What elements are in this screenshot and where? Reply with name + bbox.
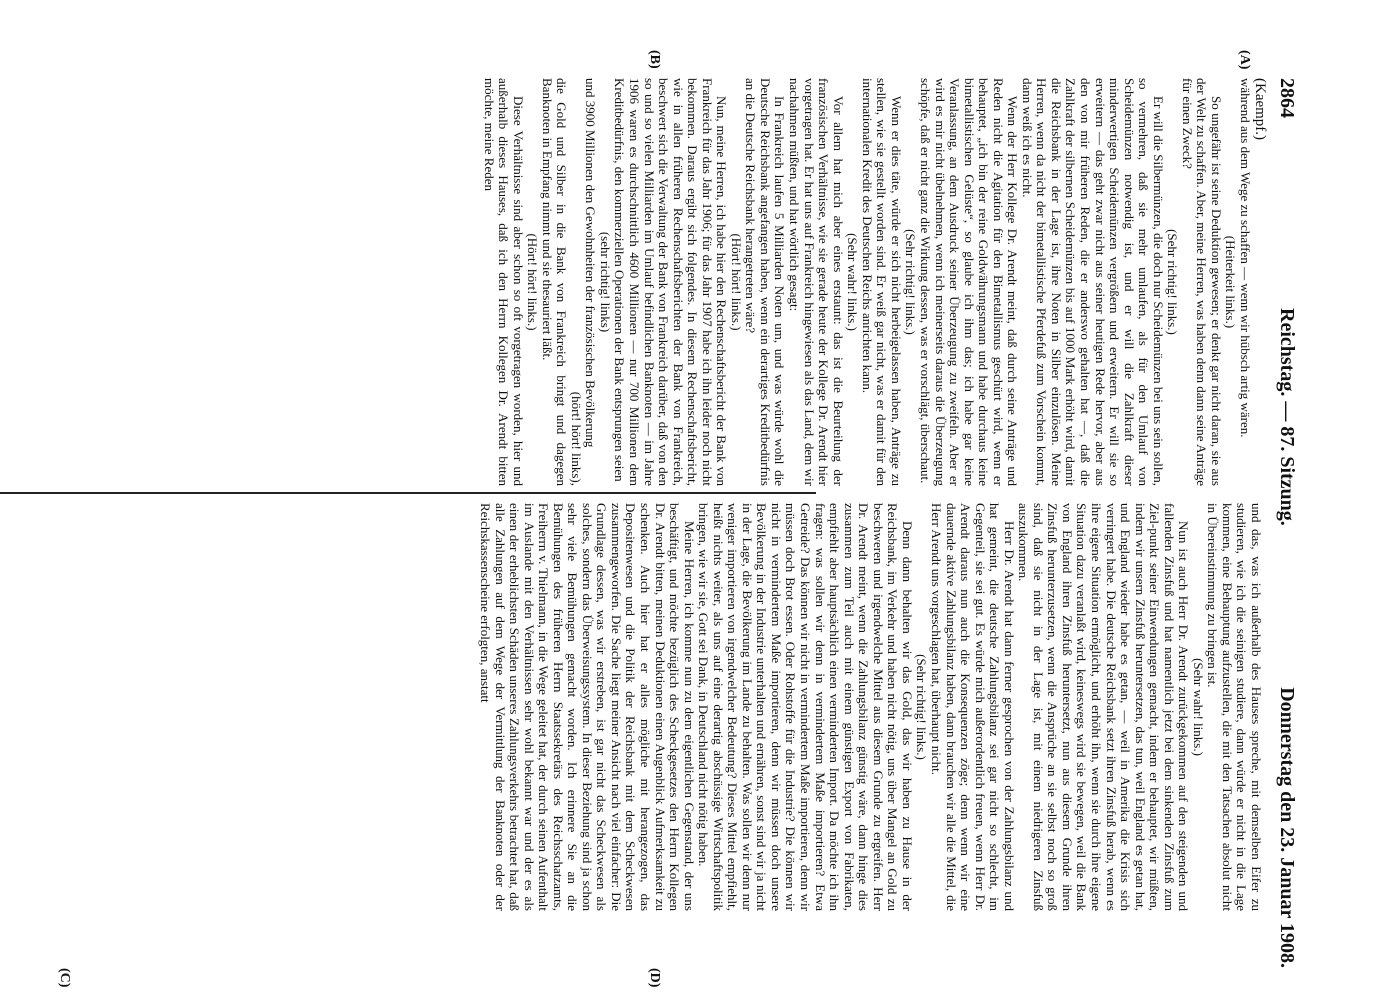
interjection: (Sehr richtig! links.) <box>914 654 930 760</box>
page-header <box>1268 78 1298 968</box>
margin-marker-d: (D) <box>647 968 662 988</box>
paragraph: Er will die Silbermünzen, die doch nur Scheidemünzen bei uns sein sollen, so vermehren, daß sie mehr umlaufen, als für den Umlauf von Scheidemünzen notwendig ist, und er will die Zahlkraft dieser minderwertigen Scheidemünzen vergrößern und erweitern. Er will sie so erweitern — das geht zwar nicht aus seiner heutigen Rede hervor, aber aus den von mir früheren Reden, die er anderswo gehalten hat —, daß die Zahlkraft der silbernen Scheidemünzen bis auf 1000 Mark erhöht wird, damit die Reichsbank in der Lage ist, ihre Noten in Silber einzulösen. Meine Herren, wenn da nicht der bimetallistische Pferdefuß zum Vorschein kommt, dann weiß ich es nicht. <box>1019 78 1166 486</box>
margin-marker-c: (C) <box>57 968 72 988</box>
paragraph: und das, was ich außerhalb des Hauses spreche, mit demselben Eifer zu studieren, wie ich die seinigen studiere, dann würde er nicht in die Lage kommen, eine Behauptung aufzustellen, die mit den Tatsachen absolut nicht in Übereinstimmung zu bringen ist. <box>1205 503 1264 911</box>
paragraph: die Gold und Silber in die Bank von Frankreich bringt und dagegen Banknoten in Empfang nimmt und sie thesauriert läßt. <box>539 78 570 486</box>
paragraph: Vor allem hat mich aber eines erstaunt: das ist die Beurteilung der französischen Verhältnisse, wie sie gerade heute der Kollege Dr. Arendt hier vorgetragen hat. Er hat uns auf Frankreich hingewiesen als das Land, dem wir nachahmen müßten, und hat wörtlich gesagt: <box>787 78 846 486</box>
paragraph: während aus dem Wege zu schaffen — wenn wir hübsch artig wären. <box>1238 78 1253 438</box>
paragraph: Wenn der Herr Kollege Dr. Arendt meint, daß durch seine Anträge und Reden nicht die Agitation für den Bimetallismus geschürt wird, wenn er behauptet, „ich bin der reine Goldwährungsmann und habe durchaus keine bimetallistischen Gelüste“, so glaube ich ihm das; ich habe gar keine Veranlassung, an dem Ausdruck seiner Überzeugung zu zweifeln. Aber er wird es mir nicht übelnehmen, wenn ich meinerseits daraus die Überzeugung schöpfe, daß er nicht ganz die Wirkung dessen, was er vorschlägt, überschaut. <box>917 78 1021 486</box>
left-column <box>481 78 1252 486</box>
interjection: (Hört! hört! links.) <box>525 233 541 331</box>
interjection: (Sehr richtig! links.) <box>903 229 919 335</box>
interjection: (Sehr wahr! links.) <box>845 233 861 331</box>
paragraph: Diese Verhältnisse sind aber schon so oft vorgetragen worden, hier und außerhalb dieses Hauses, daß ich den Herrn Kollegen Dr. Arendt bitten möchte, meine Reden <box>481 78 526 486</box>
interjection: (Sehr wahr! links.) <box>1190 658 1206 756</box>
paragraph: In Frankreich laufen 5 Milliarden Noten um, und was würde wohl die Deutsche Reichsbank angefangen haben, wenn ein derartiges Kreditbedürfnis an die Deutsche Reichsbank herangetreten wäre? <box>743 78 788 486</box>
paragraph: Nun ist auch Herr Dr. Arendt zurückgekommen auf den steigenden und fallenden Zinsfuß und hat namentlich jetzt bei dem sinkenden Zinsfuß zum Ziel-punkt seiner Einwendungen gemacht, indem er behauptet, wir müßten, indem wir unsern Zinsfuß heruntersetzen, das tun, weil England es getan hat, und England wieder habe es getan, — weil in Amerika die Krisis sich verringert habe. Die deutsche Reichsbank setzt ihren Zinsfuß herab, wenn es ihre eigene Situation ermöglicht, und erhöht ihn, wenn sie durch ihre eigene Situation dazu veranlaßt wird, keineswegs wird sie bewegen, weil die Bank von England ihren Zinsfuß heruntersetzt, nun aus diesem Grunde ihren Zinsfuß herunterzusetzen, wenn die Ansprüche an sie selbst noch so groß sind, daß sie nicht in der Lage ist, mit einem niedrigeren Zinsfuß auszukommen. <box>1016 503 1192 911</box>
page-number: 2864 <box>1276 78 1298 118</box>
interjection: (Heiterkeit links.) <box>1223 235 1239 329</box>
margin-marker-a: (A) <box>1237 50 1252 70</box>
interjection: (Hört! hört! links.) <box>728 233 744 331</box>
right-column <box>477 503 1263 911</box>
interjection: (hört! hört! links), <box>568 391 584 486</box>
paragraph: Meine Herren, ich komme nun zu dem eigentlichen Gegenstand, der uns beschäftigt, und möchte bezüglich des Scheckgesetzes den Herrn Kollegen Dr. Arendt bitten, meinen Deduktionen einen Augenblick Aufmerksamkeit zu schenken. Auch hier hat er alles mögliche mit herangezogen, das Depositenwesen und die Politik der Reichsbank mit dem Scheckwesen zusammengeworfen. Die Sache liegt meiner Ansicht nach viel einfacher: Die Grundlage dessen, was wir erstreben, ist gar nicht das Scheckwesen als solches, sondern das Überweisungssystem. In dieser Beziehung sind ja schon sehr viele Bemühungen gemacht worden. Ich erinnere Sie an die Bemühungen des früheren Herrn Staatssekretärs des Reichsschatzamts, Freiherrn v. Thielmann, in die Wege geleitet hat, der durch seinen Aufenthalt im Auslande mit den Verhältnissen sehr wohl bekannt war und der es als einen der erheblichsten Schäden unseres Zahlungsverkehrs betrachtet hat, daß alle Zahlungen auf dem Wege der Vermittlung der Banknoten oder der Reichskassenscheine erfolgten, anstatt <box>478 503 697 911</box>
interjection: (sehr richtig! links) <box>597 231 613 333</box>
session-title: Reichstag. — 87. Sitzung. <box>1276 308 1298 526</box>
speaker-tag: (Kaempf.) <box>1252 78 1268 141</box>
column-divider <box>0 492 816 494</box>
paragraph: Nun, meine Herren, ich habe hier den Rechenschaftsbericht der Bank von Frankreich für das Jahr 1906; für das Jahr 1907 habe ich ihn leider noch nicht bekommen. Daraus ergibt sich folgendes. In diesem Rechenschaftsbericht, wie in allen früheren Rechenschaftsberichten der Bank von Frankreich, beschwert sich die Verwaltung der Bank von Frankreich darüber, daß von den so und so vielen Milliarden im Umlauf befindlichen Banknoten — im Jahre 1906 waren es durchschnittlich 4600 Millionen — nur 700 Millionen dem Kreditbedürfnis, den kommerziellen Operationen der Bank entsprungen seien <box>612 78 730 486</box>
paragraph: So ungefähr ist seine Deduktion gewesen; er denkt gar nicht daran, sie aus der Welt zu schaffen. Aber, meine Herren, was haben denn dann seine Anträge für einen Zweck? <box>1179 78 1224 486</box>
margin-marker-b: (B) <box>647 50 662 69</box>
session-date: Donnerstag den 23. Januar 1908. <box>1276 687 1298 968</box>
paragraph: Wenn er dies täte, würde er sich nicht herbeigelassen haben, Anträge zu stellen, wie sie gestellt worden sind. Er weiß gar nicht, was er damit für den internationalen Kredit des Deutschen Reichs anrichten kann. <box>859 78 904 486</box>
interjection: (Sehr richtig! links.) <box>1165 229 1181 335</box>
paragraph: und 3900 Millionen den Gewohnheiten der französischen Bevölkerung <box>583 78 599 448</box>
paragraph: Denn dann behalten wir das Gold, das wir haben zu Hause in der Reichsbank, im Verkehr und haben nicht nötig, uns über Mangel an Gold zu beschweren und irgendwelche Mittel aus diesem Grunde zu ergreifen. Herr Dr. Arendt meint, wenn die Zahlungsbilanz günstig wäre, dann hinge dies zusammen zum Teil auch mit einem günstigen Export von Fabrikaten, empfiehlt aber hauptsächlich einen verminderten Import. Da möchte ich ihn fragen: was sollen wir denn in vermindertem Maße importieren? Etwa Getreide? Das können wir nicht in vermindertem Maße importieren, denn wir müssen doch Brot essen. Oder Rohstoffe für die Industrie? Die können wir nicht in vermindertem Maße importieren, denn wir müssen doch unsere Bevölkerung in der Industrie unterhalten und ernähren, sonst sind wir ja nicht in der Lage, die Bevölkerung im Lande zu behalten. Was sollen wir denn nur weniger importieren von irgendwelcher Bedeutung? Dieses Mittel empfiehlt, heißt nichts weiter, als uns auf eine derartig abschüssige Wirtschaftspolitik bringen, wie wir sie, Gott sei Dank, in Deutschland nicht nötig haben. <box>696 503 915 911</box>
paragraph: Herr Dr. Arendt hat dann ferner gesprochen von der Zahlungsbilanz und hat gemeint, die deutsche Zahlungsbilanz sei gar nicht so schlecht, im Gegenteil, sie sei gut. Es würde mich außerordentlich freuen, wenn Herr Dr. Arendt daraus nun auch die Konsequenzen zöge; denn wenn wir eine dauernde aktive Zahlungsbilanz haben, dann brauchen wir alle die Mittel, die Herr Arendt uns vorgeschlagen hat, überhaupt nicht. <box>928 503 1017 911</box>
